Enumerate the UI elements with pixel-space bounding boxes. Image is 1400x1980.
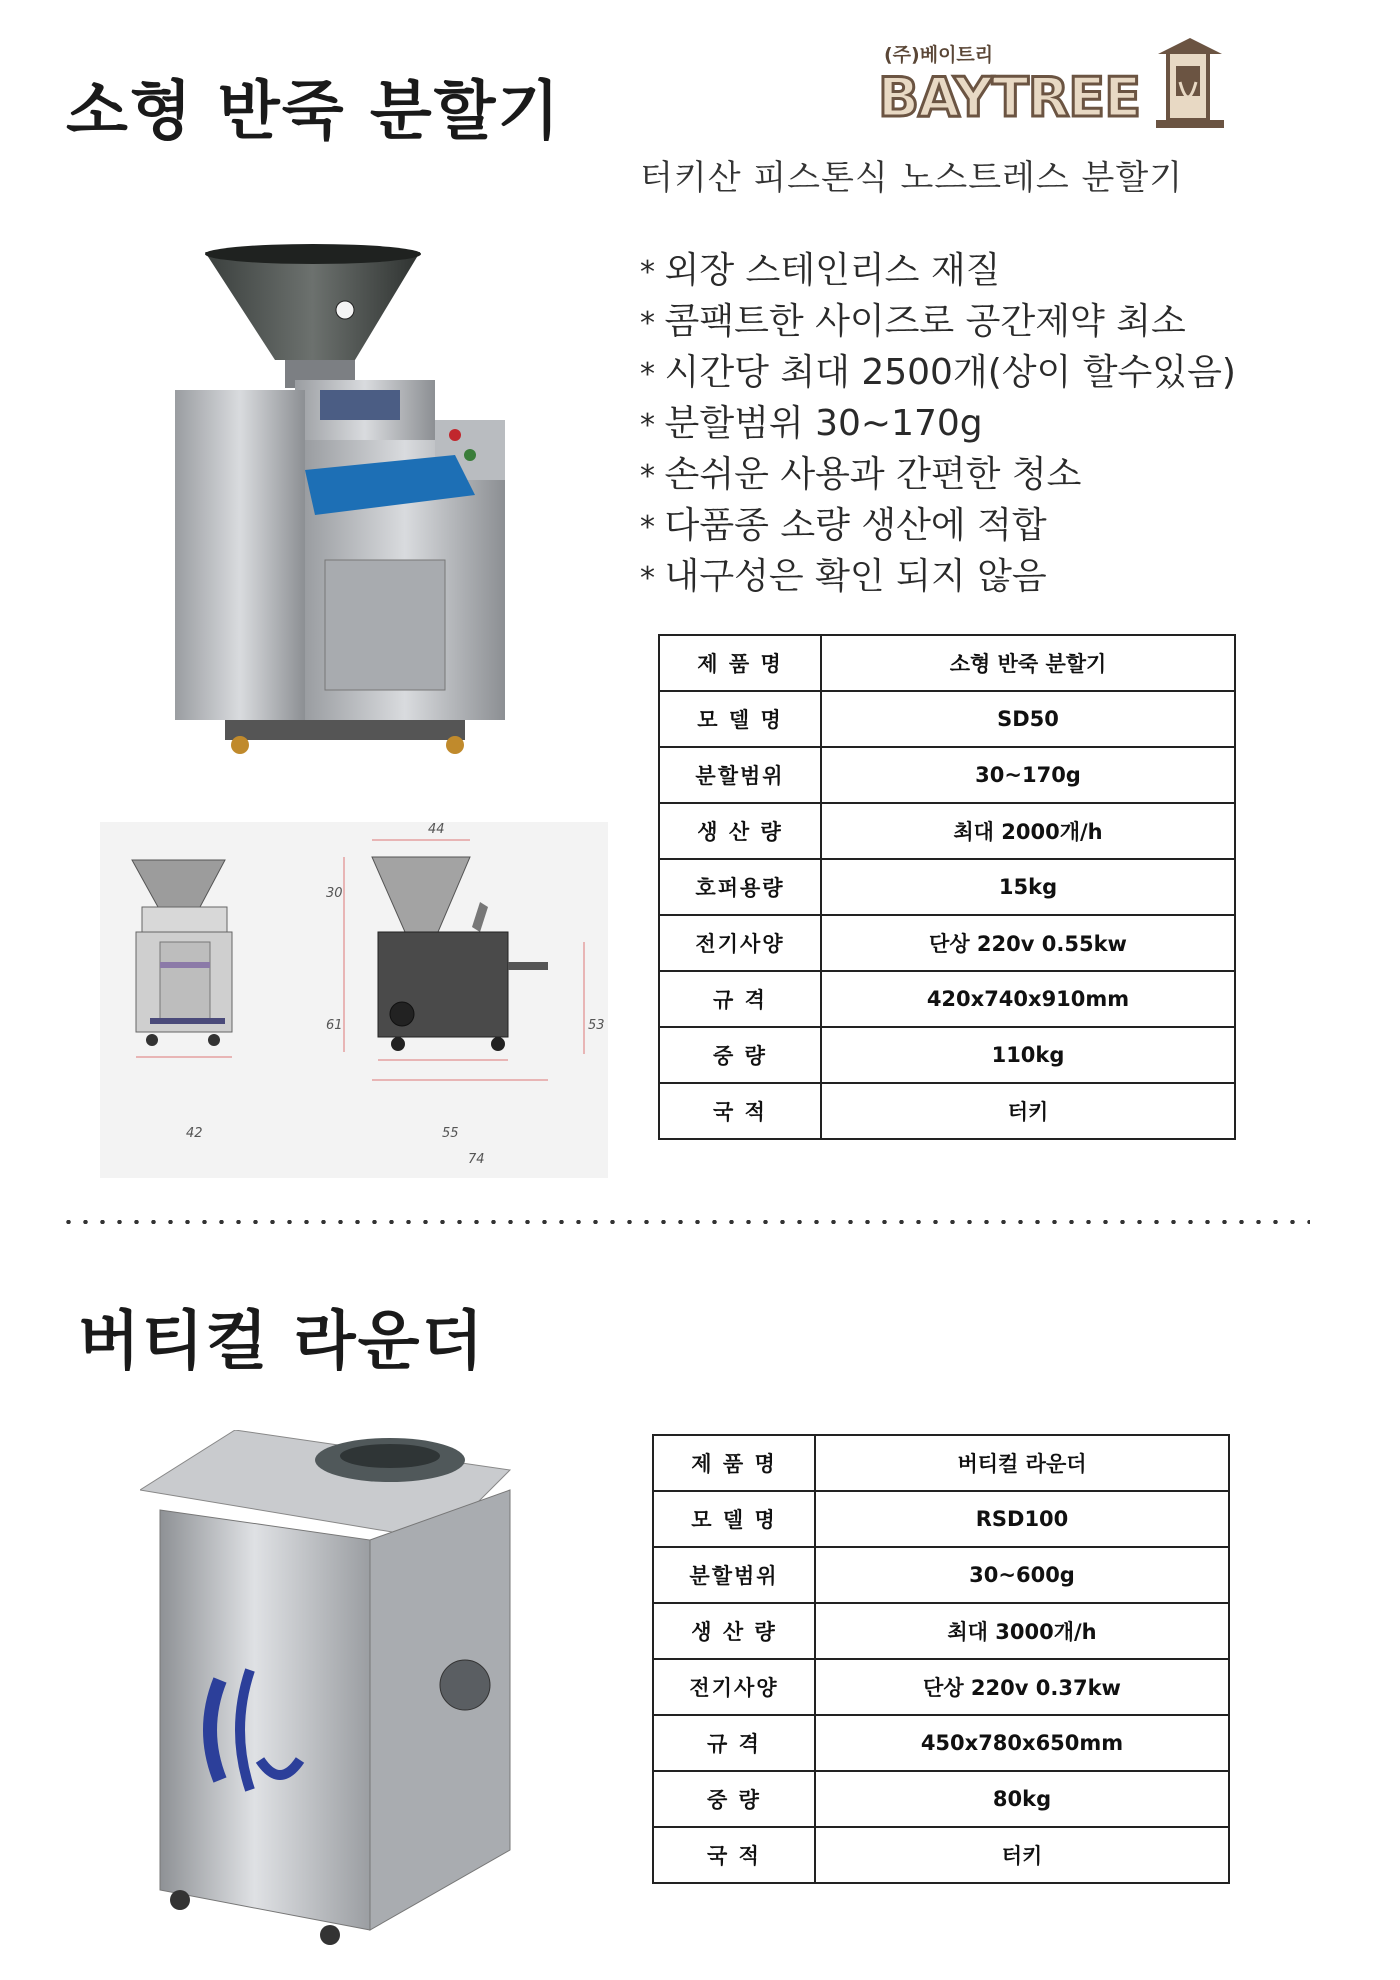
table-row	[659, 1083, 1235, 1139]
dim-label: 61	[326, 1018, 343, 1033]
dim-label: 74	[468, 1152, 485, 1167]
table-row	[653, 1603, 1229, 1659]
table-row	[653, 1547, 1229, 1603]
mixer-logo-icon	[1150, 32, 1230, 132]
table-row	[659, 1027, 1235, 1083]
dim-label: 55	[442, 1126, 459, 1141]
table-row	[653, 1491, 1229, 1547]
spec-value: 15kg	[821, 859, 1235, 915]
dim-label: 42	[186, 1126, 203, 1141]
spec-value: 버티컬 라운더	[815, 1435, 1229, 1491]
table-row	[659, 971, 1235, 1027]
spec-key: 분할범위	[659, 747, 821, 803]
feature-item: * 다품종 소량 생산에 적합	[640, 501, 1236, 552]
dim-label: 44	[428, 822, 445, 837]
spec-key: 중 량	[653, 1771, 815, 1827]
table-row	[659, 859, 1235, 915]
spec-key: 생 산 량	[659, 803, 821, 859]
table-row	[659, 691, 1235, 747]
spec-value: 80kg	[815, 1771, 1229, 1827]
dim-label: 30	[326, 886, 343, 901]
spec-value: 소형 반죽 분할기	[821, 635, 1235, 691]
table-row	[659, 915, 1235, 971]
spec-value: SD50	[821, 691, 1235, 747]
company-logo	[878, 32, 1230, 132]
feature-list	[640, 246, 1236, 603]
page-title-divider: 소형 반죽 분할기	[66, 75, 562, 149]
spec-value: 30~600g	[815, 1547, 1229, 1603]
divider-machine-image	[165, 240, 535, 770]
spec-value: 450x780x650mm	[815, 1715, 1229, 1771]
spec-value: 110kg	[821, 1027, 1235, 1083]
table-row	[659, 747, 1235, 803]
spec-key: 규 격	[659, 971, 821, 1027]
page-title-rounder: 버티컬 라운더	[78, 1305, 486, 1379]
logo-wordmark: BAYTREE	[878, 66, 1141, 129]
spec-key: 제 품 명	[659, 635, 821, 691]
feature-item: * 손쉬운 사용과 간편한 청소	[640, 450, 1236, 501]
spec-key: 모 델 명	[653, 1491, 815, 1547]
logo-korean-name: (주)베이트리	[884, 44, 994, 66]
section-divider	[60, 1220, 1310, 1224]
spec-key: 모 델 명	[659, 691, 821, 747]
spec-key: 전기사양	[659, 915, 821, 971]
spec-key: 전기사양	[653, 1659, 815, 1715]
spec-value: 단상 220v 0.55kw	[821, 915, 1235, 971]
spec-value: 터키	[815, 1827, 1229, 1883]
table-row	[653, 1435, 1229, 1491]
table-row	[653, 1827, 1229, 1883]
spec-value: 최대 2000개/h	[821, 803, 1235, 859]
spec-value: 30~170g	[821, 747, 1235, 803]
spec-value: RSD100	[815, 1491, 1229, 1547]
table-row	[653, 1771, 1229, 1827]
spec-value: 420x740x910mm	[821, 971, 1235, 1027]
spec-key: 규 격	[653, 1715, 815, 1771]
spec-key: 국 적	[653, 1827, 815, 1883]
spec-key: 제 품 명	[653, 1435, 815, 1491]
feature-item: * 외장 스테인리스 재질	[640, 246, 1236, 297]
technical-drawing	[100, 822, 608, 1178]
feature-item: * 시간당 최대 2500개(상이 할수있음)	[640, 348, 1236, 399]
table-row	[659, 635, 1235, 691]
spec-key: 국 적	[659, 1083, 821, 1139]
rounder-machine-image	[140, 1430, 520, 1950]
product-subtitle: 터키산 피스톤식 노스트레스 분할기	[640, 158, 1184, 198]
feature-item: * 콤팩트한 사이즈로 공간제약 최소	[640, 297, 1236, 348]
spec-value: 터키	[821, 1083, 1235, 1139]
feature-item: * 내구성은 확인 되지 않음	[640, 552, 1236, 603]
spec-key: 중 량	[659, 1027, 821, 1083]
spec-table-rounder	[652, 1434, 1230, 1884]
spec-key: 호퍼용량	[659, 859, 821, 915]
feature-item: * 분할범위 30~170g	[640, 399, 1236, 450]
dim-label: 53	[588, 1018, 605, 1033]
table-row	[653, 1715, 1229, 1771]
table-row	[653, 1659, 1229, 1715]
spec-value: 최대 3000개/h	[815, 1603, 1229, 1659]
spec-key: 분할범위	[653, 1547, 815, 1603]
spec-table-divider	[658, 634, 1236, 1140]
spec-key: 생 산 량	[653, 1603, 815, 1659]
dimension-drawing-icon	[100, 822, 608, 1178]
spec-value: 단상 220v 0.37kw	[815, 1659, 1229, 1715]
table-row	[659, 803, 1235, 859]
